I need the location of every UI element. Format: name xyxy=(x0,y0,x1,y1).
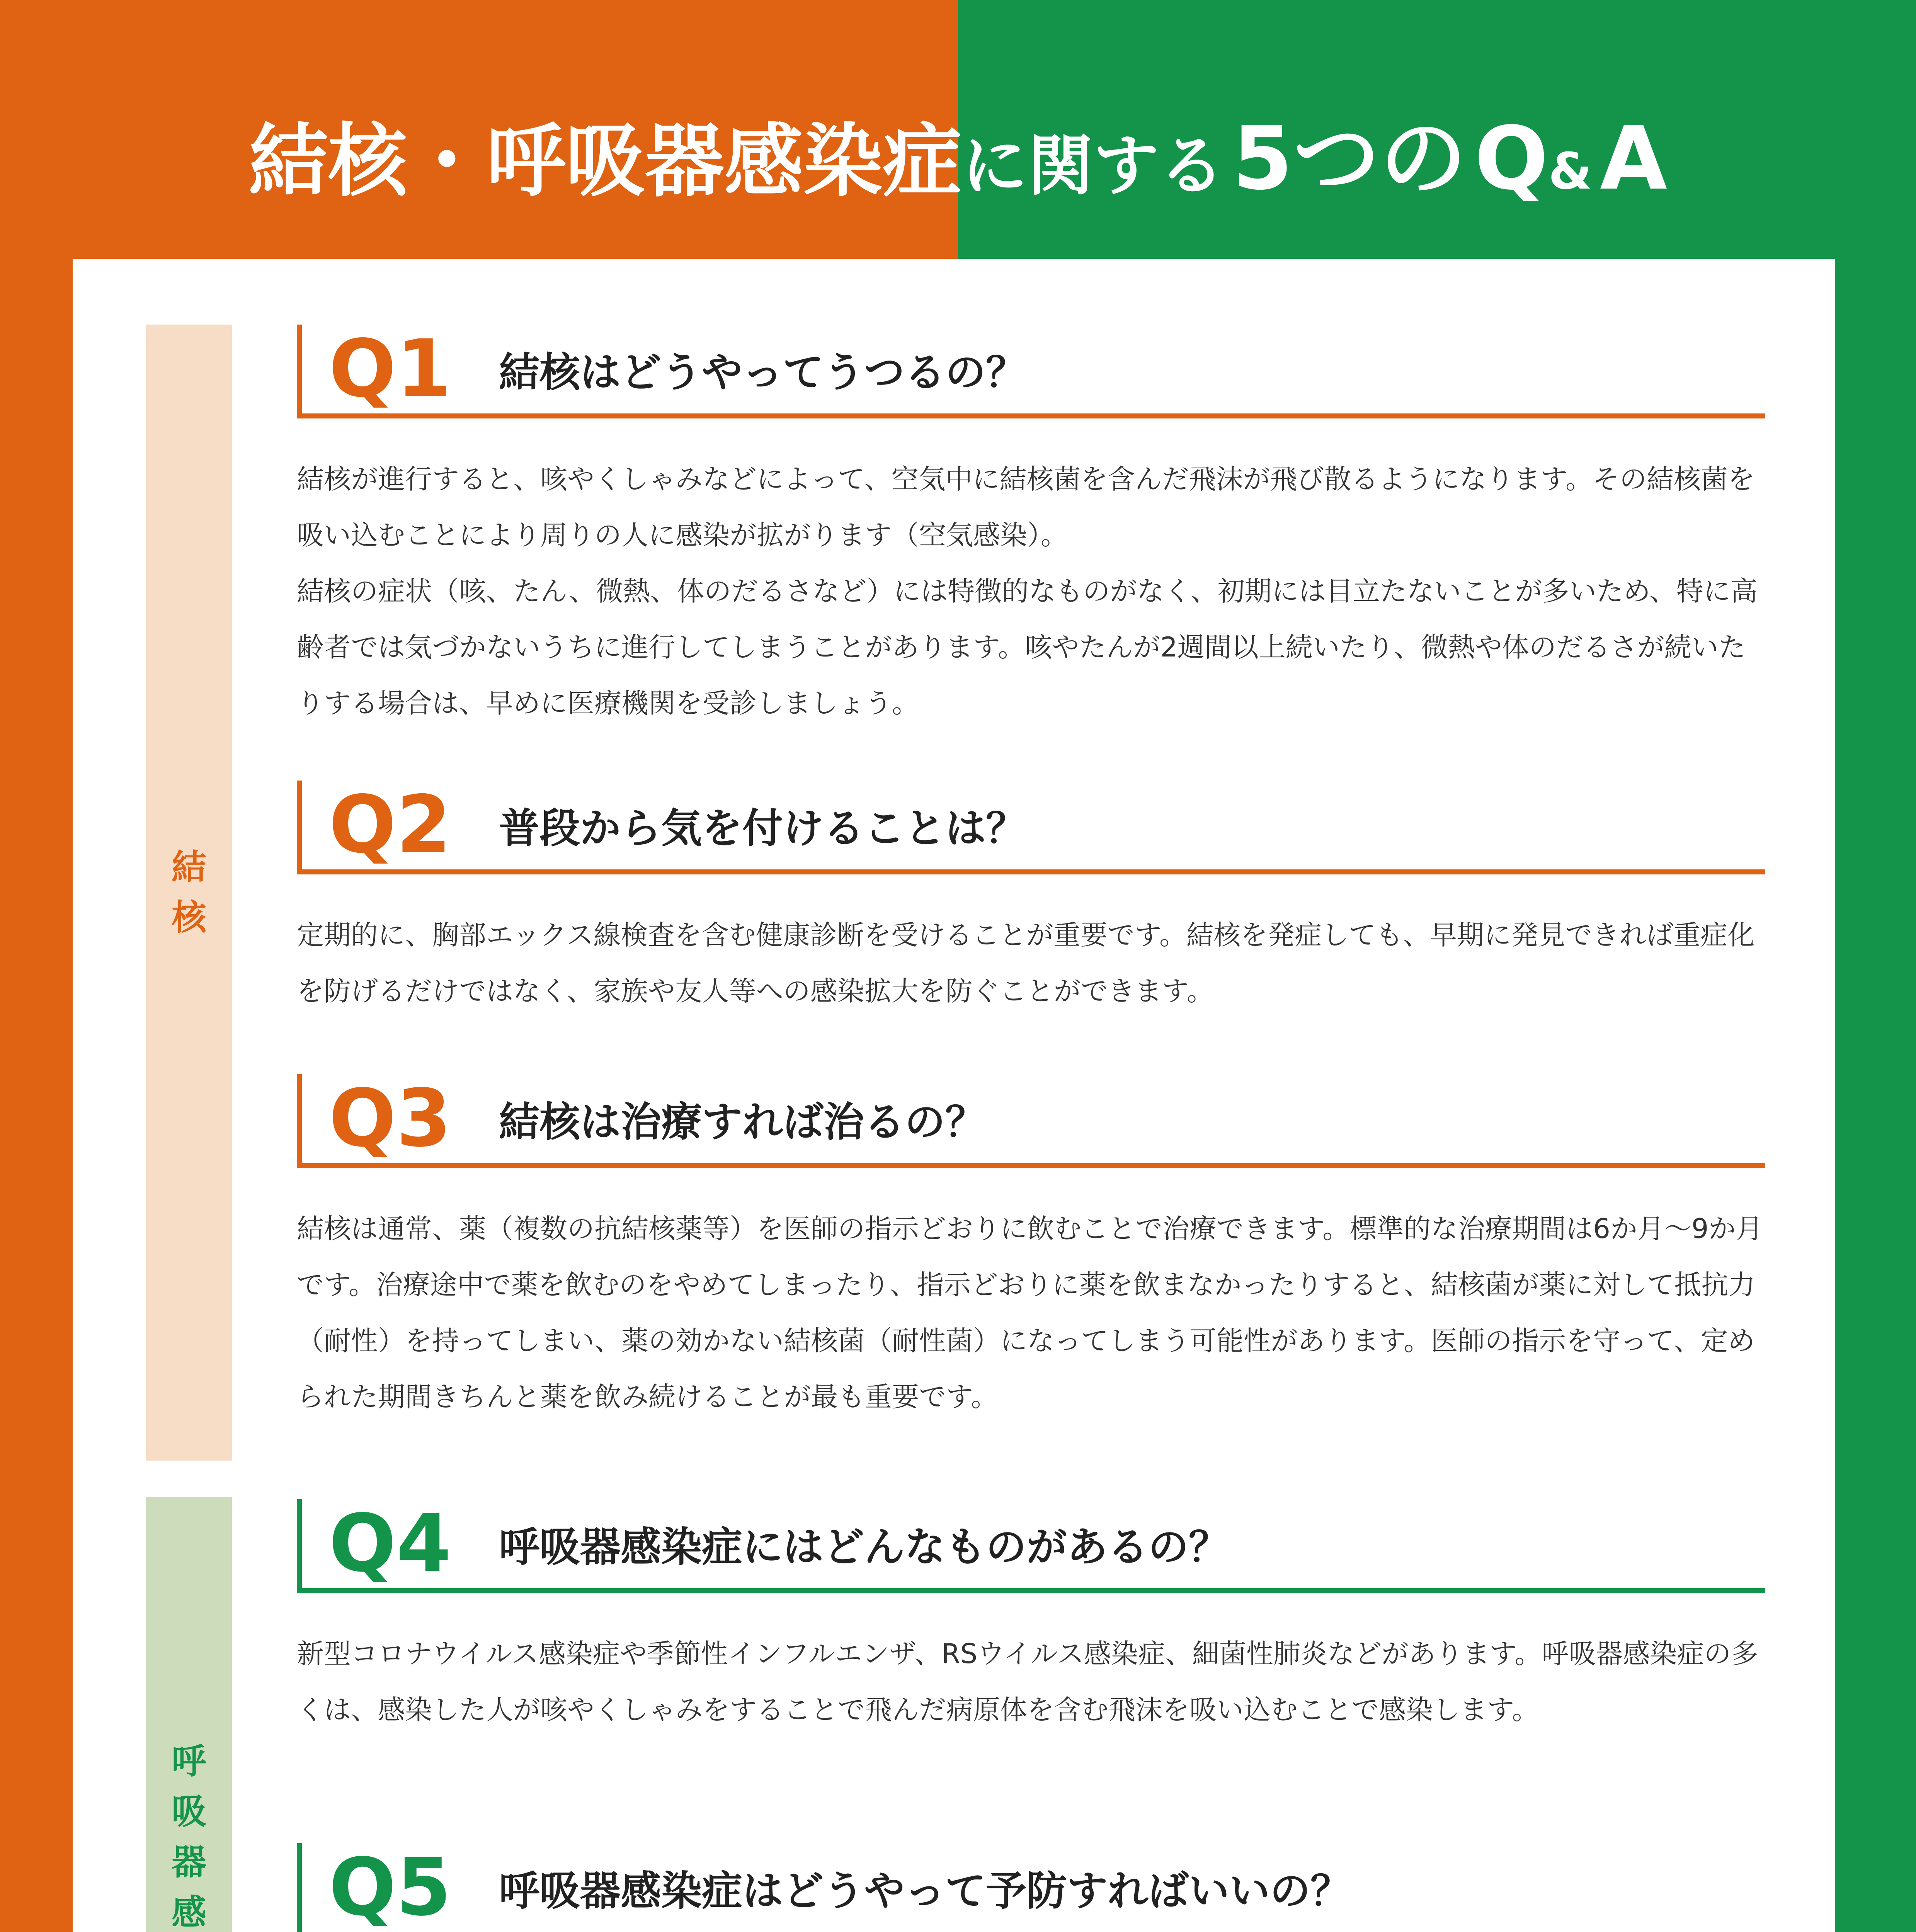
answer-paragraph: 新型コロナウイルス感染症や季節性インフルエンザ、RSウイルス感染症、細菌性肺炎などがあります。呼吸器感染症の多くは、感染した人が咳やくしゃみをすることで飛んだ病原体を含む飛沫を吸い込むことで感染します。 xyxy=(297,1638,1758,1726)
sidebar-char: 結 xyxy=(172,847,206,888)
sidebar-char: 核 xyxy=(172,897,206,938)
question-header xyxy=(297,1074,1765,1168)
title-number: 5つの xyxy=(1232,108,1467,209)
sidebar-tuberculosis xyxy=(146,325,232,1461)
question-number: Q4 xyxy=(329,1497,451,1590)
question-header xyxy=(297,781,1765,874)
qa-item-5 xyxy=(297,1843,1765,1932)
sidebar-char: 吸 xyxy=(172,1791,206,1832)
question-number: Q2 xyxy=(329,779,451,871)
answer-body xyxy=(297,907,1765,1019)
question-header xyxy=(297,1499,1765,1593)
question-text: 呼吸器感染症にはどんなものがあるの？ xyxy=(499,1523,1230,1571)
question-header xyxy=(297,1843,1765,1932)
title-ampersand: & xyxy=(1548,142,1593,201)
question-number: Q3 xyxy=(329,1072,451,1165)
question-text: 普段から気を付けることは？ xyxy=(499,804,1027,852)
question-text: 結核はどうやってうつるの？ xyxy=(499,349,1027,396)
title-main: 結核・呼吸器感染症 xyxy=(248,116,962,207)
title-q: Q xyxy=(1474,108,1548,209)
question-text: 結核は治療すれば治るの？ xyxy=(499,1098,986,1146)
title-a: A xyxy=(1600,108,1668,209)
question-number: Q1 xyxy=(329,323,451,415)
qa-item-2 xyxy=(297,781,1765,1019)
question-header xyxy=(297,325,1765,418)
sidebar-char: 呼 xyxy=(172,1741,206,1782)
question-number: Q5 xyxy=(329,1841,451,1932)
answer-paragraph: 結核は通常、薬（複数の抗結核薬等）を医師の指示どおりに飲むことで治療できます。標準的な治療期間は6か月〜9か月です。治療途中で薬を飲むのをやめてしまったり、指示どおりに薬を飲まなかったりすると、結核菌が薬に対して抵抗力（耐性）を持ってしまい、薬の効かない結核菌（耐性菌）になってしまう可能性があります。医師の指示を守って、定められた期間きちんと薬を飲み続けることが最も重要です。 xyxy=(297,1213,1763,1413)
answer-paragraph: 定期的に、胸部エックス線検査を含む健康診断を受けることが重要です。結核を発症しても、早期に発見できれば重症化を防げるだけではなく、家族や友人等への感染拡大を防ぐことができます。 xyxy=(297,919,1755,1007)
sidebar-char: 器 xyxy=(172,1842,206,1883)
qa-item-4 xyxy=(297,1499,1765,1738)
title-relation: に関する xyxy=(961,128,1225,204)
answer-body xyxy=(297,451,1765,731)
answer-paragraph: 結核が進行すると、咳やくしゃみなどによって、空気中に結核菌を含んだ飛沫が飛び散るようになります。その結核菌を吸い込むことにより周りの人に感染が拡がります（空気感染）。 xyxy=(297,463,1755,551)
answer-body xyxy=(297,1201,1765,1425)
qa-item-3 xyxy=(297,1074,1765,1425)
sidebar-char: 感 xyxy=(172,1892,206,1932)
qa-item-1 xyxy=(297,325,1765,731)
sidebar-respiratory xyxy=(146,1497,232,1932)
answer-paragraph: 結核の症状（咳、たん、微熱、体のだるさなど）には特徴的なものがなく、初期には目立たないことが多いため、特に高齢者では気づかないうちに進行してしまうことがあります。咳やたんが2週間以上続いたり、微熱や体のだるさが続いたりする場合は、早めに医療機関を受診しましょう。 xyxy=(297,575,1758,719)
answer-body xyxy=(297,1626,1765,1738)
page-title xyxy=(0,89,1916,214)
content-panel xyxy=(73,259,1835,1932)
question-text: 呼吸器感染症はどうやって予防すればいいの？ xyxy=(499,1867,1351,1915)
